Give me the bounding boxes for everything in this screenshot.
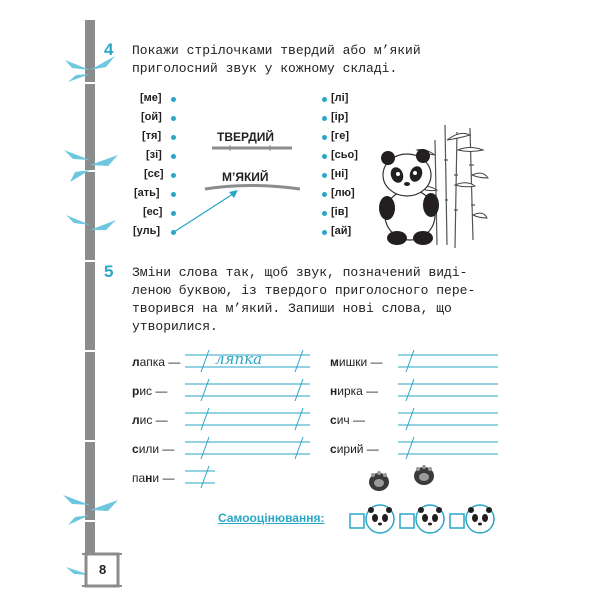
hard-underline <box>212 144 292 154</box>
example-arrow <box>172 186 242 236</box>
syllable-right: [ай] <box>331 225 352 237</box>
syllable-left: [уль] <box>133 225 161 237</box>
task-4-number: 4 <box>104 40 114 59</box>
word-pany <box>132 471 174 485</box>
word-suffix: ишки — <box>338 355 383 369</box>
word-highlight: с <box>330 413 337 427</box>
example-answer: ляпка <box>215 350 263 368</box>
syllable-left: [ме] <box>140 92 162 104</box>
panda-illustration <box>375 120 490 250</box>
right-dot[interactable] <box>322 230 327 235</box>
left-writing-lines <box>185 350 315 490</box>
right-writing-lines <box>398 350 503 465</box>
syllable-right: [лю] <box>331 187 355 199</box>
self-eval-checkbox-2[interactable] <box>402 514 416 528</box>
bamboo-decoration <box>60 20 120 590</box>
word-suffix: ис — <box>139 413 168 427</box>
task-4-line-2: приголосний звук у кожному складі. <box>132 61 398 76</box>
syllable-right: [ні] <box>331 168 349 180</box>
word-highlight: р <box>132 384 140 398</box>
paw-print-icon <box>413 462 435 486</box>
task-4-line-1: Покажи стрілочками твердий або м’який <box>132 43 421 58</box>
soft-label: М’ЯКИЙ <box>222 170 269 184</box>
task-5-instructions <box>132 264 475 336</box>
syllable-right: [сьо] <box>331 149 358 161</box>
word-highlight: с <box>132 442 139 456</box>
word-lapka <box>132 355 180 369</box>
task-4-instructions <box>132 42 421 78</box>
left-dot[interactable] <box>171 97 176 102</box>
syllable-left: [зі] <box>146 149 162 161</box>
paw-print-icon <box>368 468 390 492</box>
task-5-line-1: Зміни слова так, щоб звук, позначений виді- <box>132 265 468 280</box>
word-nyrka <box>330 384 378 398</box>
word-highlight: м <box>330 355 339 369</box>
word-suffix: и — <box>152 471 175 485</box>
syllable-right: [лі] <box>331 92 349 104</box>
word-highlight: л <box>132 413 140 427</box>
right-dot[interactable] <box>322 154 327 159</box>
task-5-line-3: творився на м’який. Запиши нові слова, що <box>132 301 452 316</box>
word-suffix: ис — <box>139 384 168 398</box>
word-rys <box>132 384 167 398</box>
syllable-right: [ів] <box>331 206 349 218</box>
page-number: 8 <box>99 562 107 577</box>
self-eval-checkbox-1[interactable] <box>352 514 366 528</box>
word-syly <box>132 442 174 456</box>
right-dot[interactable] <box>322 211 327 216</box>
left-dot[interactable] <box>171 116 176 121</box>
word-lys <box>132 413 168 427</box>
syllable-right: [ге] <box>331 130 350 142</box>
word-suffix: апка — <box>139 355 181 369</box>
syllable-right: [ір] <box>331 111 349 123</box>
self-evaluation-panel <box>350 502 505 536</box>
task-5-line-4: утворилися. <box>132 319 218 334</box>
word-highlight: л <box>132 355 140 369</box>
word-suffix: ирка — <box>337 384 379 398</box>
left-dot[interactable] <box>171 173 176 178</box>
syllable-left: [тя] <box>142 130 162 142</box>
word-sych <box>330 413 365 427</box>
left-dot[interactable] <box>171 154 176 159</box>
word-highlight: с <box>330 442 337 456</box>
right-dot[interactable] <box>322 173 327 178</box>
self-evaluation-label: Самооцінювання: <box>218 511 325 525</box>
self-eval-checkbox-3[interactable] <box>452 514 466 528</box>
word-suffix: ирий — <box>336 442 379 456</box>
word-suffix: или — <box>138 442 175 456</box>
word-syryi <box>330 442 379 456</box>
word-suffix: ич — <box>336 413 365 427</box>
syllable-left: [ать] <box>134 187 160 199</box>
task-5-line-2: леною буквою, із твердого приголосного пере- <box>132 283 476 298</box>
word-highlight: н <box>330 384 338 398</box>
left-dot[interactable] <box>171 135 176 140</box>
syllable-left: [ес] <box>143 206 163 218</box>
hard-label: ТВЕРДИЙ <box>217 130 275 144</box>
word-highlight: н <box>145 471 153 485</box>
right-dot[interactable] <box>322 116 327 121</box>
task-5-number: 5 <box>104 262 114 281</box>
word-myshky <box>330 355 383 369</box>
right-dot[interactable] <box>322 97 327 102</box>
right-dot[interactable] <box>322 192 327 197</box>
syllable-left: [ой] <box>141 111 162 123</box>
syllable-left: [сє] <box>144 168 164 180</box>
right-dot[interactable] <box>322 135 327 140</box>
word-prefix: па <box>132 471 146 485</box>
